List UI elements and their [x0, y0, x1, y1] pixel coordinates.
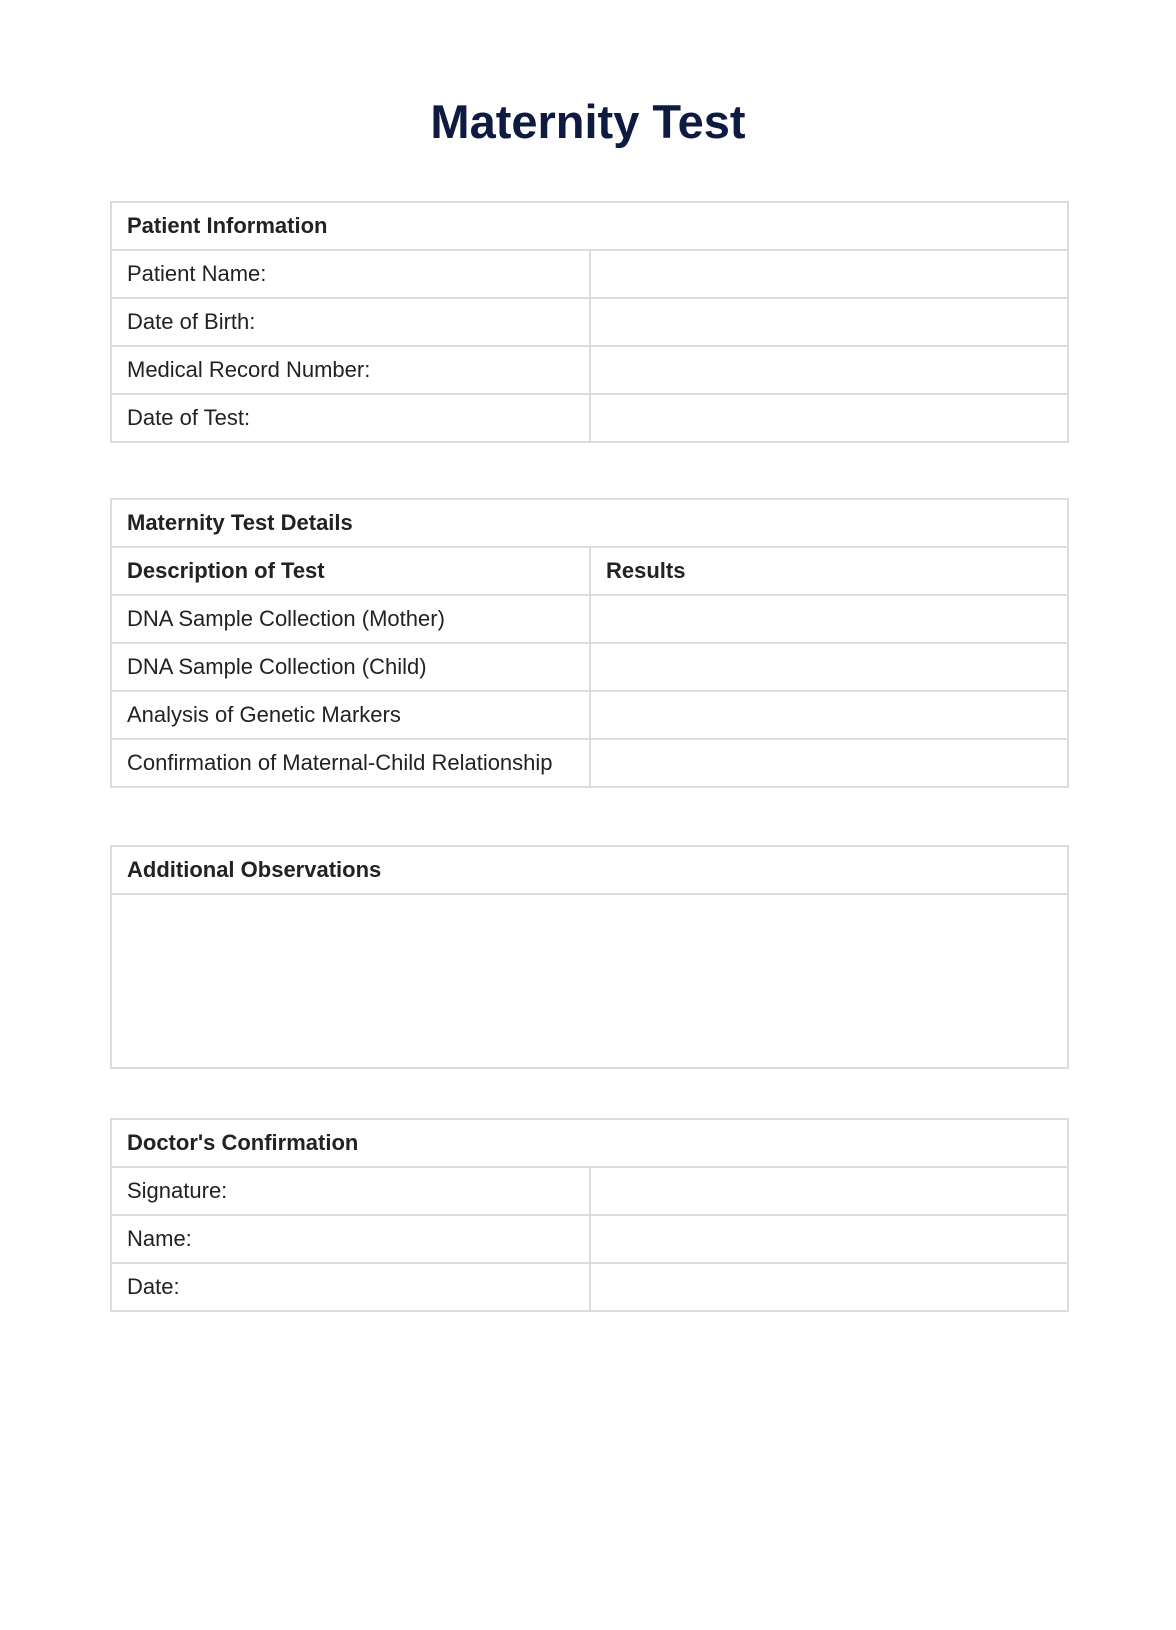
- test-description: DNA Sample Collection (Mother): [111, 595, 590, 643]
- table-row: [111, 298, 1068, 346]
- field-label: Name:: [111, 1215, 590, 1263]
- section-heading: Patient Information: [111, 202, 1068, 250]
- test-description: DNA Sample Collection (Child): [111, 643, 590, 691]
- date-of-test-field[interactable]: [590, 394, 1068, 442]
- patient-information-table: [110, 201, 1069, 443]
- table-header-row: [111, 499, 1068, 547]
- field-label: Medical Record Number:: [111, 346, 590, 394]
- table-row: [111, 691, 1068, 739]
- table-row: [111, 894, 1068, 1068]
- confirmation-date-field[interactable]: [590, 1263, 1068, 1311]
- additional-observations-table: [110, 845, 1069, 1069]
- section-heading: Maternity Test Details: [111, 499, 1068, 547]
- result-field-genetic-markers[interactable]: [590, 691, 1068, 739]
- field-label: Date of Birth:: [111, 298, 590, 346]
- medical-record-number-field[interactable]: [590, 346, 1068, 394]
- section-heading: Doctor's Confirmation: [111, 1119, 1068, 1167]
- field-label: Date of Test:: [111, 394, 590, 442]
- table-row: [111, 1215, 1068, 1263]
- test-description: Analysis of Genetic Markers: [111, 691, 590, 739]
- section-heading: Additional Observations: [111, 846, 1068, 894]
- table-header-row: [111, 202, 1068, 250]
- table-row: [111, 1167, 1068, 1215]
- table-header-row: [111, 846, 1068, 894]
- date-of-birth-field[interactable]: [590, 298, 1068, 346]
- table-row: [111, 595, 1068, 643]
- result-field-relationship[interactable]: [590, 739, 1068, 787]
- test-description: Confirmation of Maternal-Child Relationship: [111, 739, 590, 787]
- table-row: [111, 739, 1068, 787]
- doctor-name-field[interactable]: [590, 1215, 1068, 1263]
- patient-name-field[interactable]: [590, 250, 1068, 298]
- signature-field[interactable]: [590, 1167, 1068, 1215]
- table-row: [111, 250, 1068, 298]
- table-row: [111, 394, 1068, 442]
- result-field-child-sample[interactable]: [590, 643, 1068, 691]
- field-label: Patient Name:: [111, 250, 590, 298]
- table-row: [111, 643, 1068, 691]
- table-header-row: [111, 1119, 1068, 1167]
- maternity-test-details-table: [110, 498, 1069, 788]
- column-header-description: Description of Test: [111, 547, 590, 595]
- doctors-confirmation-table: [110, 1118, 1069, 1312]
- observations-field[interactable]: [111, 894, 1068, 1068]
- table-row: [111, 346, 1068, 394]
- column-header-results: Results: [590, 547, 1068, 595]
- table-row: [111, 1263, 1068, 1311]
- result-field-mother-sample[interactable]: [590, 595, 1068, 643]
- page-title: Maternity Test: [430, 95, 746, 148]
- field-label: Signature:: [111, 1167, 590, 1215]
- column-header-row: [111, 547, 1068, 595]
- field-label: Date:: [111, 1263, 590, 1311]
